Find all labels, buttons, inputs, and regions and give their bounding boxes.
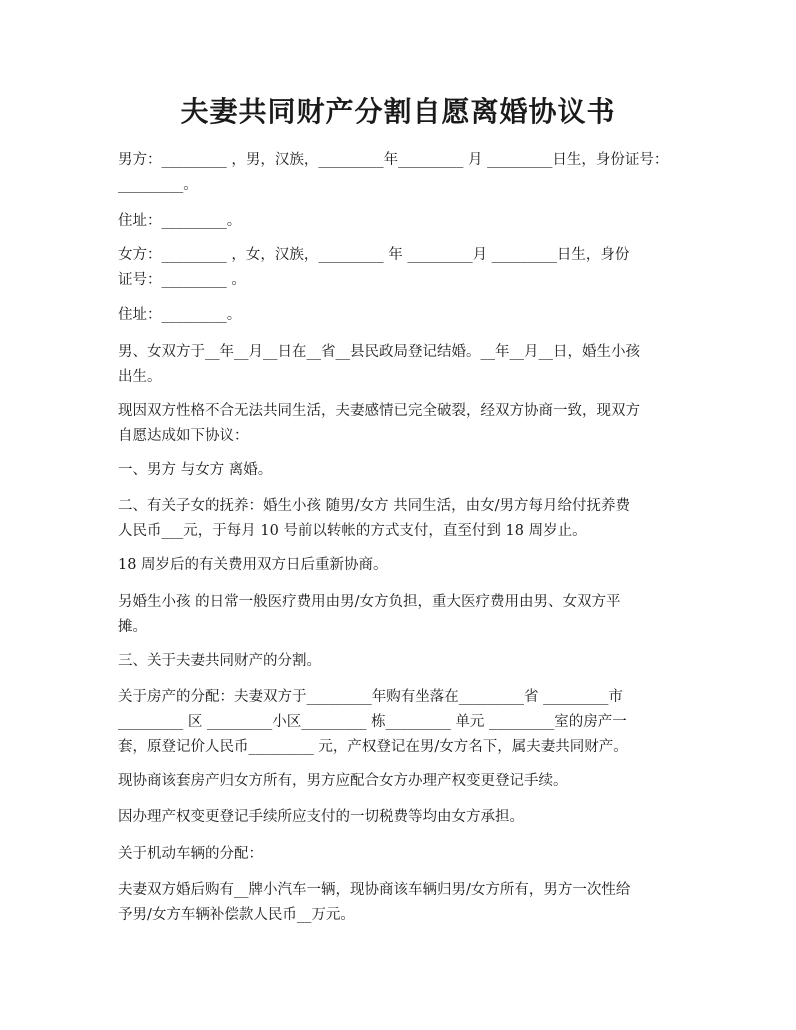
paragraph-reason xyxy=(118,399,684,449)
paragraph-female-address xyxy=(118,303,684,328)
paragraph-male-party xyxy=(118,148,684,198)
text-line: 三、关于夫妻共同财产的分割。 xyxy=(118,653,321,669)
text-line: 摊。 xyxy=(118,619,147,635)
text-line: 予男/女方车辆补偿款人民币__万元。 xyxy=(118,907,355,923)
text-line: 关于机动车辆的分配： xyxy=(118,846,263,862)
paragraph-medical-expenses xyxy=(118,590,684,640)
text-line: 证号：_________ 。 xyxy=(118,272,246,288)
paragraph-clause-3 xyxy=(118,649,684,674)
paragraph-marriage-registration xyxy=(118,340,684,390)
text-line: 现协商该套房产归女方所有，男方应配合女方办理产权变更登记手续。 xyxy=(118,773,568,789)
paragraph-clause-1 xyxy=(118,458,684,483)
paragraph-property-taxes xyxy=(118,805,684,830)
text-line: 因办理产权变更登记手续所应支付的一切税费等均由女方承担。 xyxy=(118,809,524,825)
paragraph-male-address xyxy=(118,209,684,234)
paragraph-female-party xyxy=(118,243,684,293)
text-line: 二、有关子女的抚养：婚生小孩 随男/女方 共同生活，由女/男方每月给付抚养费 xyxy=(118,498,630,514)
paragraph-vehicle-heading xyxy=(118,842,684,867)
text-line: 自愿达成如下协议： xyxy=(118,428,249,444)
text-line: 人民币___元，于每月 10 号前以转帐的方式支付，直至付到 18 周岁止。 xyxy=(118,523,587,539)
text-line: 套，原登记价人民币_________ 元，产权登记在男/女方名下，属夫妻共同财产。 xyxy=(118,739,628,755)
text-line: 出生。 xyxy=(118,369,162,385)
text-line: 男方：_________ ，男，汉族，_________年_________ 月 _________日生，身份证号： xyxy=(118,152,669,168)
paragraph-after-18 xyxy=(118,553,684,578)
text-line: 另婚生小孩 的日常一般医疗费用由男/女方负担，重大医疗费用由男、女双方平 xyxy=(118,594,621,610)
text-line: _________ 区 _________小区_________ 栋_________ 单元 _________室的房产一 xyxy=(118,714,627,730)
text-line: 住址：_________。 xyxy=(118,213,242,229)
text-line: 夫妻双方婚后购有__牌小汽车一辆，现协商该车辆归男/女方所有，男方一次性给 xyxy=(118,882,631,898)
text-line: 住址：_________。 xyxy=(118,307,242,323)
text-line: 18 周岁后的有关费用双方日后重新协商。 xyxy=(118,557,388,573)
paragraph-property-allocation xyxy=(118,685,684,760)
text-line: 一、男方 与女方 离婚。 xyxy=(118,462,273,478)
paragraph-vehicle-allocation xyxy=(118,878,684,928)
text-line: 女方：_________ ，女，汉族，_________ 年 _________月 _________日生，身份 xyxy=(118,247,630,263)
text-line: 男、女双方于__年__月__日在__省__县民政局登记结婚。__年__月__日，婚生小孩 xyxy=(118,344,640,360)
text-line: 关于房产的分配：夫妻双方于_________年购有坐落在_________省 _________市 xyxy=(118,689,623,705)
document-title: 夫妻共同财产分割自愿离婚协议书 xyxy=(180,95,616,128)
text-line: _________。 xyxy=(118,177,198,193)
text-line: 现因双方性格不合无法共同生活，夫妻感情已完全破裂，经双方协商一致，现双方 xyxy=(118,403,640,419)
paragraph-property-owner xyxy=(118,769,684,794)
paragraph-clause-2 xyxy=(118,494,684,544)
